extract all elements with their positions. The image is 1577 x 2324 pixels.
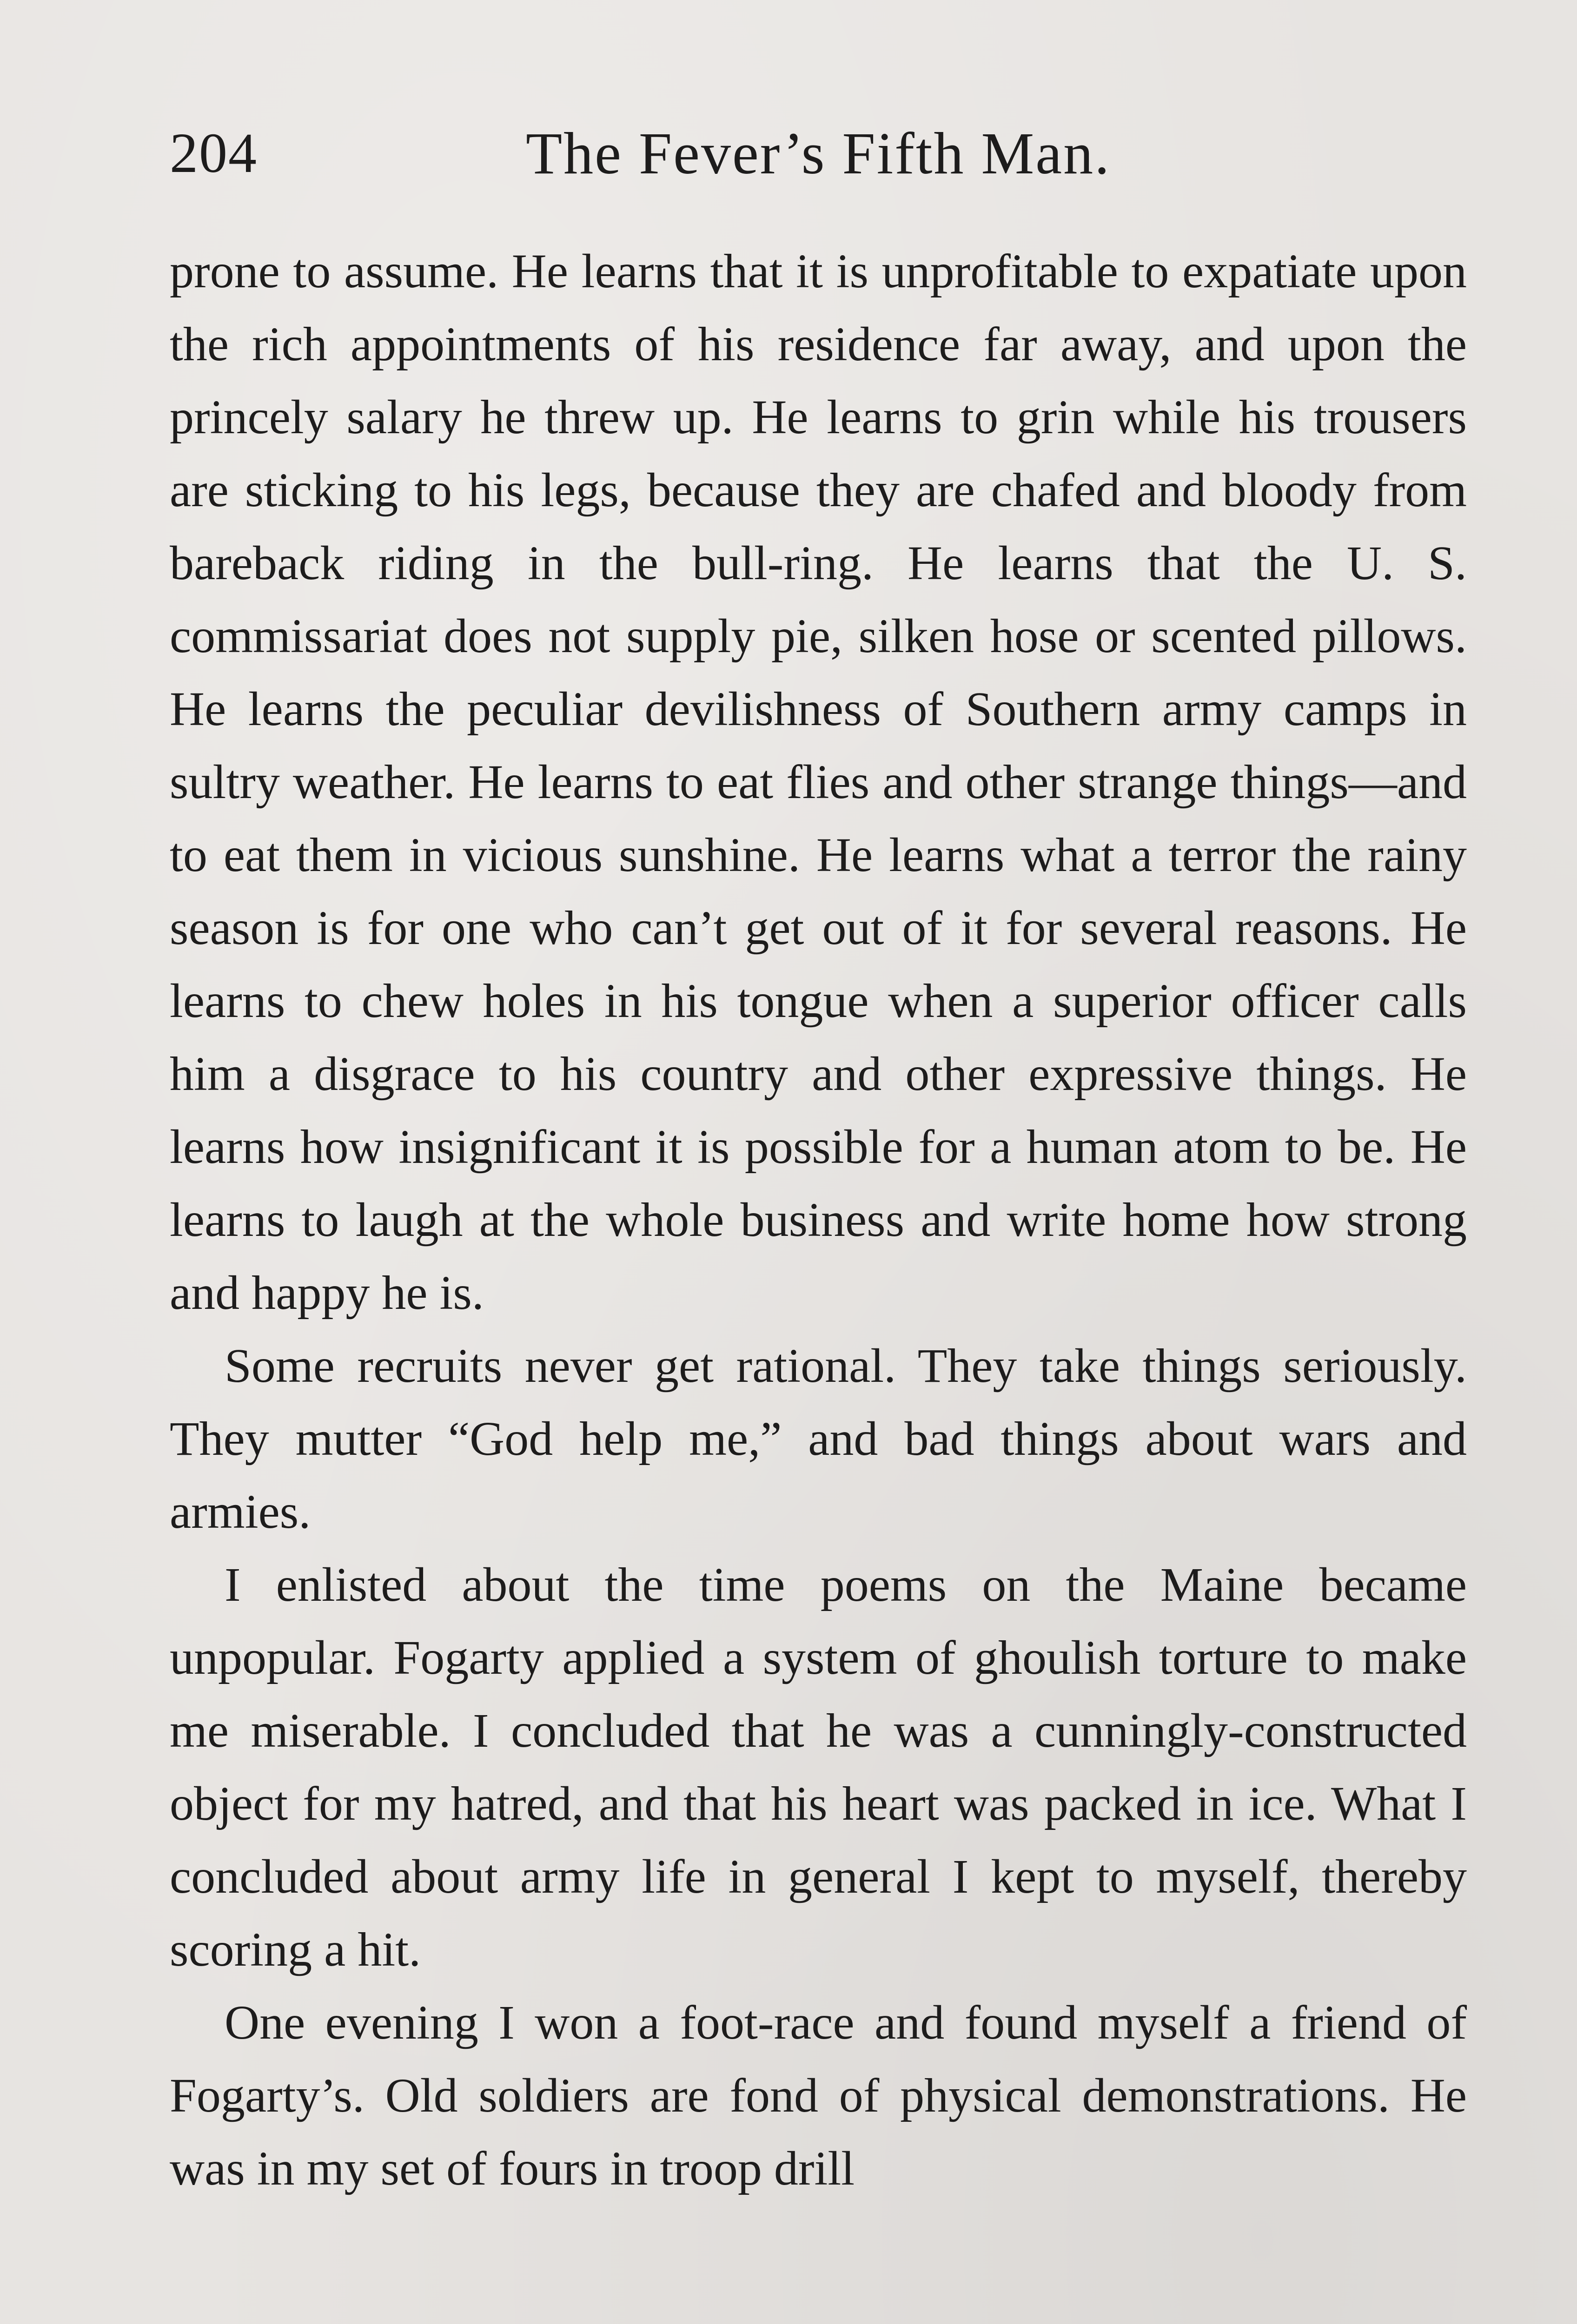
paragraph-recruits: Some recruits never get rational. They take things seriously. They mutter “God help me,” and bad things about wars and armies. [170, 1339, 1467, 1538]
running-title: The Fever’s Fifth Man. [525, 120, 1111, 186]
body-text [170, 235, 1467, 2205]
page-header [170, 116, 1467, 191]
paragraph-enlisted: I enlisted about the time poems on the Maine became unpopular. Fogarty applied a system of ghoulish torture to make me miserable. I concluded that he was a cunningly-constructed object for my hatred, and that his heart was packed in ice. What I concluded about army life in general I kept to myself, thereby scoring a hit. [170, 1558, 1467, 1976]
paragraph-continued: prone to assume. He learns that it is unprofitable to expatiate upon the rich appointments of his residence far away, and upon the princely salary he threw up. He learns to grin while his trousers are sticking to his legs, because they are chafed and bloody from bareback riding in the bull-ring. He learns that the U. S. commissariat does not supply pie, silken hose or scented pillows. He learns the peculiar devilishness of Southern army camps in sultry weather. He learns to eat flies and other strange things—and to eat them in vicious sunshine. He learns what a terror the rainy season is for one who can’t get out of it for several reasons. He learns to chew holes in his tongue when a superior officer calls him a disgrace to his country and other expressive things. He learns how insignificant it is possible for a human atom to be. He learns to laugh at the whole business and write home how strong and happy he is. [170, 244, 1467, 1320]
page-number: 204 [170, 122, 258, 185]
paragraph-foot-race: One evening I won a foot-race and found myself a friend of Fogarty’s. Old soldiers are fond of physical demonstrations. He was in my set of fours in troop drill [170, 1996, 1467, 2195]
